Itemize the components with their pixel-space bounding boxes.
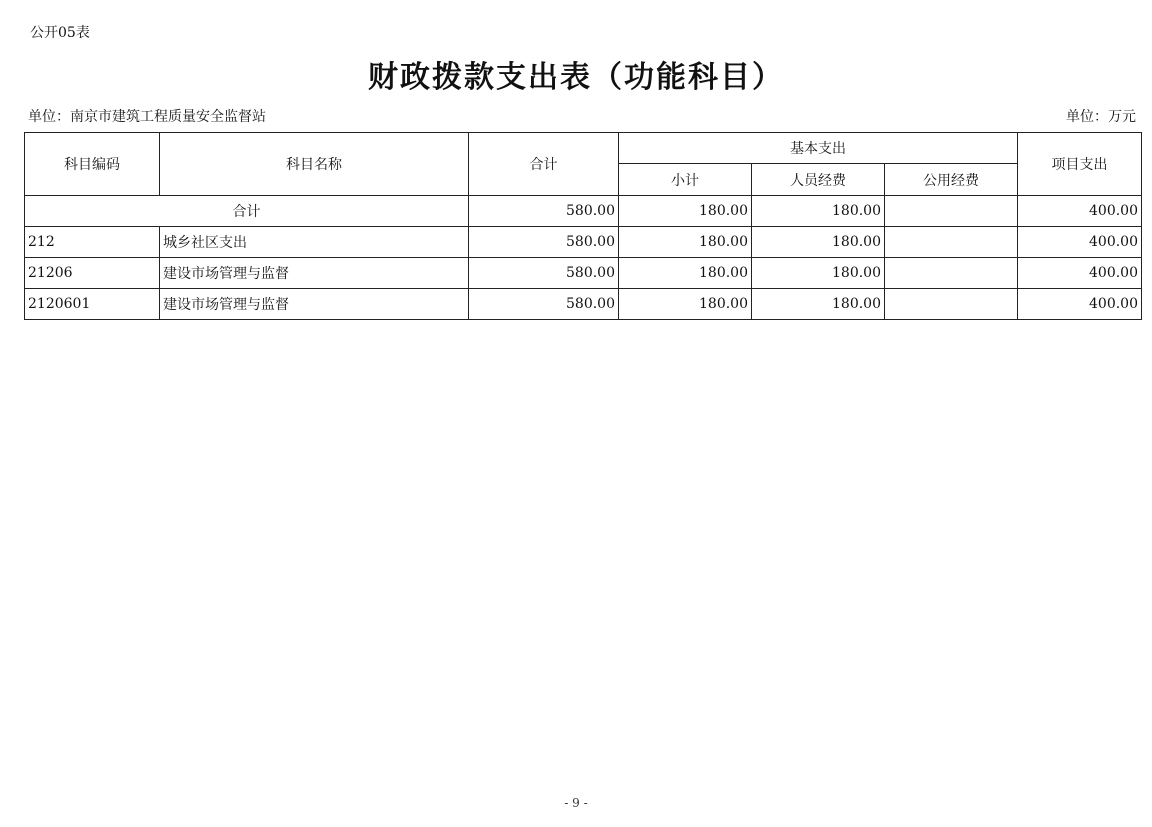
header-row-1 xyxy=(25,133,1142,164)
row-personnel: 180.00 xyxy=(752,258,885,289)
expenditure-table xyxy=(24,132,1142,320)
row-project: 400.00 xyxy=(1018,258,1142,289)
unit-organization xyxy=(28,106,266,126)
row-name: 建设市场管理与监督 xyxy=(160,289,469,320)
page-title: 财政拨款支出表（功能科目） xyxy=(368,60,784,95)
header-subtotal: 小计 xyxy=(619,164,752,196)
table-row xyxy=(25,289,1142,320)
header-name: 科目名称 xyxy=(160,133,469,196)
document-code: 公开05表 xyxy=(30,25,90,41)
row-name: 建设市场管理与监督 xyxy=(160,258,469,289)
total-row-public xyxy=(885,196,1018,227)
row-total: 580.00 xyxy=(469,289,619,320)
unit-currency-value: 万元 xyxy=(1108,109,1136,125)
total-row-subtotal: 180.00 xyxy=(619,196,752,227)
total-row-total: 580.00 xyxy=(469,196,619,227)
total-row-project: 400.00 xyxy=(1018,196,1142,227)
row-total: 580.00 xyxy=(469,227,619,258)
row-personnel: 180.00 xyxy=(752,227,885,258)
page-number: - 9 - xyxy=(564,796,588,810)
unit-org-label: 单位： xyxy=(28,109,70,125)
row-subtotal: 180.00 xyxy=(619,289,752,320)
header-total: 合计 xyxy=(469,133,619,196)
row-public xyxy=(885,258,1018,289)
row-personnel: 180.00 xyxy=(752,289,885,320)
row-code: 212 xyxy=(25,227,160,258)
header-basic: 基本支出 xyxy=(619,133,1018,164)
header-personnel: 人员经费 xyxy=(752,164,885,196)
header-code: 科目编码 xyxy=(25,133,160,196)
unit-org-value: 南京市建筑工程质量安全监督站 xyxy=(70,109,266,125)
row-code: 2120601 xyxy=(25,289,160,320)
table-row xyxy=(25,258,1142,289)
row-public xyxy=(885,289,1018,320)
row-code: 21206 xyxy=(25,258,160,289)
unit-currency xyxy=(1066,106,1136,126)
unit-currency-label: 单位： xyxy=(1066,109,1108,125)
total-row-label: 合计 xyxy=(25,196,469,227)
row-public xyxy=(885,227,1018,258)
header-project: 项目支出 xyxy=(1018,133,1142,196)
row-project: 400.00 xyxy=(1018,289,1142,320)
row-subtotal: 180.00 xyxy=(619,258,752,289)
row-project: 400.00 xyxy=(1018,227,1142,258)
header-public: 公用经费 xyxy=(885,164,1018,196)
total-row-personnel: 180.00 xyxy=(752,196,885,227)
row-name: 城乡社区支出 xyxy=(160,227,469,258)
row-subtotal: 180.00 xyxy=(619,227,752,258)
table-row xyxy=(25,227,1142,258)
row-total: 580.00 xyxy=(469,258,619,289)
total-row xyxy=(25,196,1142,227)
